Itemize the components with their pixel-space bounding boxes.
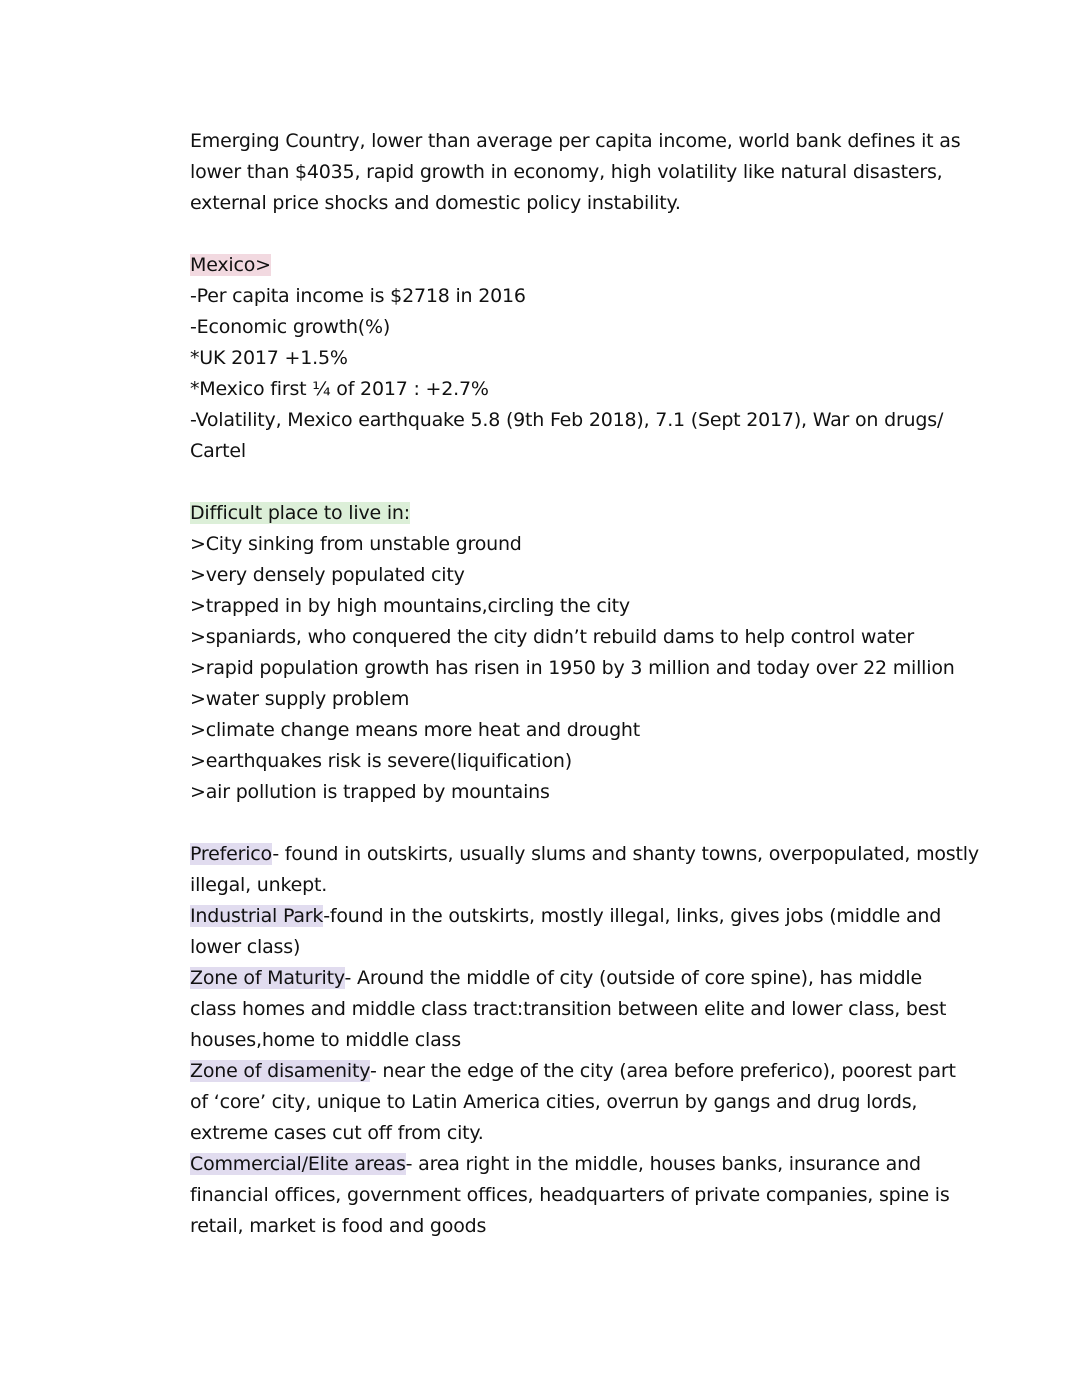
mexico-line: *UK 2017 +1.5% — [190, 347, 348, 369]
zone-term: Zone of Maturity — [190, 967, 345, 989]
zones-section — [190, 839, 980, 1242]
zone-first-line — [190, 1056, 980, 1087]
intro-line: Emerging Country, lower than average per capita income, world bank defines it as — [190, 130, 961, 152]
zone-description: - near the edge of the city (area before preferico), poorest part — [369, 1060, 956, 1082]
zone-description: - found in outskirts, usually slums and shanty towns, overpopulated, mostly — [272, 843, 979, 865]
zone-term: Industrial Park — [190, 905, 324, 927]
mexico-line: -Volatility, Mexico earthquake 5.8 (9th Feb 2018), 7.1 (Sept 2017), War on drugs/ — [190, 409, 944, 431]
zone-first-line — [190, 901, 980, 932]
zone-first-line — [190, 1149, 980, 1180]
difficult-item: >rapid population growth has risen in 1950 by 3 million and today over 22 million — [190, 657, 955, 679]
zone-entry-industrial-park — [190, 901, 980, 963]
zone-entry-zone-of-disamenity — [190, 1056, 980, 1149]
difficult-heading-line — [190, 498, 980, 529]
intro-line: external price shocks and domestic policy instability. — [190, 192, 681, 214]
zone-entry-preferico — [190, 839, 980, 901]
mexico-heading-line — [190, 250, 980, 281]
zone-term: Zone of disamenity — [190, 1060, 370, 1082]
paragraph-gap — [190, 808, 980, 839]
mexico-line: Cartel — [190, 440, 246, 462]
zone-description-line: class homes and middle class tract:transition between elite and lower class, best — [190, 998, 947, 1020]
intro-paragraph — [190, 126, 980, 219]
zone-term: Preferico — [190, 843, 273, 865]
paragraph-gap — [190, 219, 980, 250]
zone-entry-commercial-elite — [190, 1149, 980, 1242]
zone-term: Commercial/Elite areas — [190, 1153, 406, 1175]
zone-description: - area right in the middle, houses banks, insurance and — [405, 1153, 921, 1175]
zone-description-line: retail, market is food and goods — [190, 1215, 487, 1237]
document-page — [190, 126, 980, 1242]
intro-line: lower than $4035, rapid growth in economy, high volatility like natural disasters, — [190, 161, 943, 183]
zone-first-line — [190, 839, 980, 870]
difficult-item: >earthquakes risk is severe(liquification) — [190, 750, 572, 772]
zone-description-line: extreme cases cut off from city. — [190, 1122, 484, 1144]
difficult-item: >very densely populated city — [190, 564, 465, 586]
zone-description: -found in the outskirts, mostly illegal, links, gives jobs (middle and — [323, 905, 942, 927]
mexico-section — [190, 250, 980, 467]
mexico-line: -Economic growth(%) — [190, 316, 391, 338]
mexico-line: *Mexico first ¼ of 2017 : +2.7% — [190, 378, 489, 400]
difficult-heading: Difficult place to live in: — [190, 502, 410, 524]
zone-description-line: of ‘core’ city, unique to Latin America cities, overrun by gangs and drug lords, — [190, 1091, 918, 1113]
difficult-item: >climate change means more heat and drought — [190, 719, 641, 741]
difficult-item: >spaniards, who conquered the city didn’t rebuild dams to help control water — [190, 626, 915, 648]
paragraph-gap — [190, 467, 980, 498]
zone-description-line: houses,home to middle class — [190, 1029, 461, 1051]
difficult-item: >trapped in by high mountains,circling the city — [190, 595, 630, 617]
zone-description: - Around the middle of city (outside of core spine), has middle — [344, 967, 922, 989]
difficult-item: >water supply problem — [190, 688, 410, 710]
difficult-item: >City sinking from unstable ground — [190, 533, 522, 555]
zone-description-line: financial offices, government offices, headquarters of private companies, spine is — [190, 1184, 950, 1206]
mexico-line: -Per capita income is $2718 in 2016 — [190, 285, 526, 307]
zone-description-line: lower class) — [190, 936, 301, 958]
difficult-section — [190, 498, 980, 808]
mexico-heading: Mexico> — [190, 254, 271, 276]
zone-description-line: illegal, unkept. — [190, 874, 328, 896]
zone-entry-zone-of-maturity — [190, 963, 980, 1056]
difficult-item: >air pollution is trapped by mountains — [190, 781, 550, 803]
zone-first-line — [190, 963, 980, 994]
